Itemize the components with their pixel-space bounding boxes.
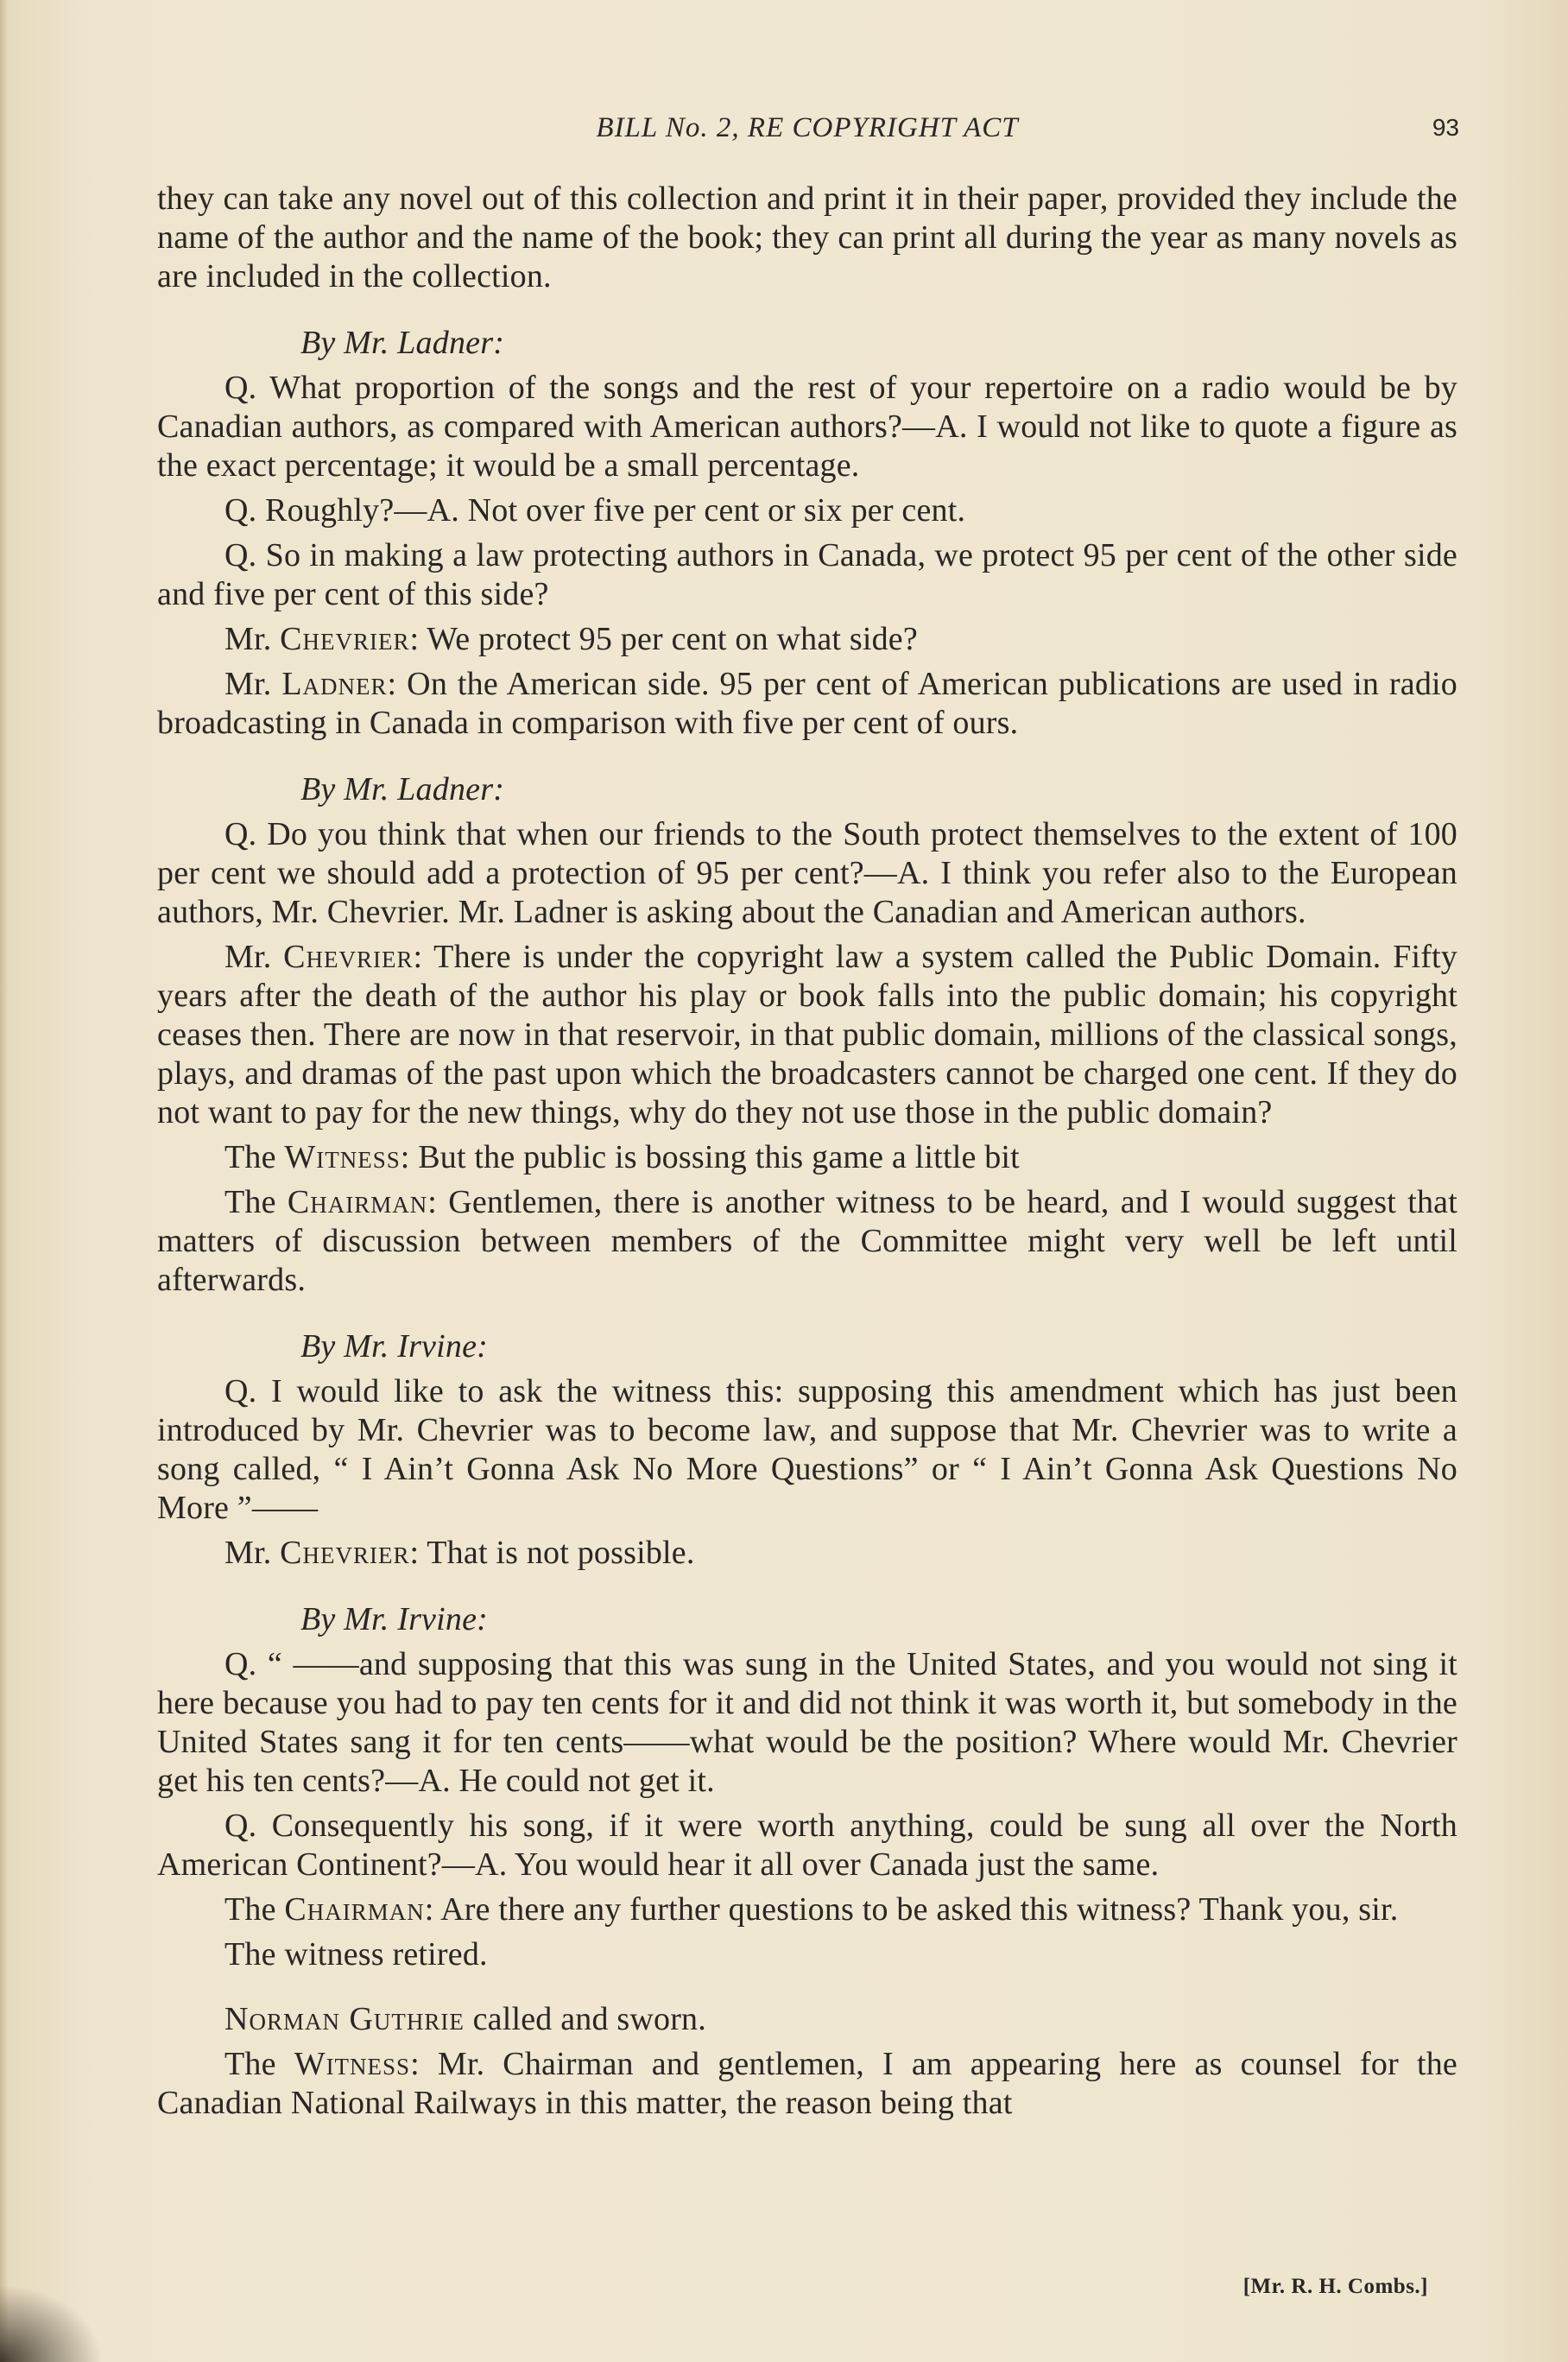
corner-shadow	[0, 2284, 104, 2362]
speaker-paragraph	[157, 938, 1457, 1132]
examiner-heading: By Mr. Ladner:	[300, 325, 505, 361]
paragraph-continuation: they can take any novel out of this collection and print it in their paper, provided they include the name of the author and the name of the book; they can print all during the year as many novels as are included in the collection.	[157, 180, 1457, 294]
speaker-paragraph	[157, 1890, 1457, 1929]
page-spine-shadow	[0, 0, 9, 2362]
speaker-name: Chevrier	[280, 1535, 410, 1571]
speaker-paragraph	[157, 2045, 1457, 2123]
examiner-heading: By Mr. Ladner:	[300, 771, 505, 807]
speaker-title: The	[224, 1139, 276, 1175]
speaker-name: Chevrier	[283, 939, 414, 975]
question-paragraph: Q. So in making a law protecting authors in Canada, we protect 95 per cent of the other side and five per cent of this side?	[157, 537, 1457, 612]
question-paragraph: Q. Consequently his song, if it were worth anything, could be sung all over the North American Continent?—A. You would hear it all over Canada just the same.	[157, 1808, 1457, 1883]
stage-direction: The witness retired.	[224, 1936, 488, 1973]
speaker-name: Chairman	[287, 1184, 428, 1220]
speech-text: : Gentlemen, there is another witness to be heard, and I would suggest that matters of discussion between members of the Committee might very well be left until afterwards.	[157, 1184, 1457, 1298]
speaker-title: The	[224, 2046, 276, 2082]
witness-name: Norman Guthrie	[224, 2001, 465, 2037]
speaker-name: Chevrier	[280, 621, 410, 657]
speaker-title: Mr.	[224, 666, 272, 702]
speaker-paragraph	[157, 665, 1457, 743]
question-paragraph: Q. What proportion of the songs and the rest of your repertoire on a radio would be by Canadian authors, as compared with American authors?—A. I would not like to quote a figure as the exact percentage; it would be a small percentage.	[157, 370, 1457, 484]
speaker-paragraph	[157, 1183, 1457, 1300]
page-header	[155, 111, 1459, 154]
speaker-paragraph	[157, 1534, 1457, 1573]
speech-text: : On the American side. 95 per cent of American publications are used in radio broadcasting in Canada in comparison with five per cent of ours.	[157, 666, 1457, 741]
running-title: BILL No. 2, RE COPYRIGHT ACT	[596, 112, 1019, 143]
question-paragraph: Q. Roughly?—A. Not over five per cent or six per cent.	[224, 492, 966, 529]
speaker-footnote: [Mr. R. H. Combs.]	[1242, 2275, 1428, 2298]
examiner-heading: By Mr. Irvine:	[300, 1601, 488, 1637]
sworn-text: called and sworn.	[464, 2001, 706, 2037]
speaker-name: Witness	[284, 1139, 401, 1175]
examiner-heading: By Mr. Irvine:	[300, 1328, 488, 1365]
speaker-title: Mr.	[224, 621, 272, 657]
speech-text: : That is not possible.	[409, 1535, 695, 1571]
speech-text: : There is under the copyright law a system called the Public Domain. Fifty years after the death of the author his play or book falls into the public domain; his copyright ceases then. There are now in that reservoir, in that public domain, millions of the classical songs, plays, and dramas of the past upon which the broadcasters cannot be charged one cent. If they do not want to pay for the new things, why do they not use those in the public domain?	[157, 939, 1458, 1130]
question-paragraph: Q. “ ——and supposing that this was sung in the United States, and you would not sing it here because you had to pay ten cents for it and did not think it was worth it, but somebody in the United States sang it for ten cents——what would be the position? Where would Mr. Chevrier get his ten cents?—A. He could not get it.	[157, 1646, 1457, 1799]
question-paragraph: Q. I would like to ask the witness this: supposing this amendment which has just been introduced by Mr. Chevrier was to become law, and suppose that Mr. Chevrier was to write a song called, “ I Ain’t Gonna Ask No More Questions” or “ I Ain’t Gonna Ask Questions No More ”——	[157, 1373, 1457, 1526]
speech-text: : Mr. Chairman and gentlemen, I am appearing here as counsel for the Canadian National Railways in this matter, the reason being that	[157, 2046, 1457, 2121]
speaker-paragraph	[157, 620, 1457, 659]
speaker-title: The	[224, 1184, 276, 1220]
speaker-paragraph	[157, 1138, 1457, 1177]
speech-text: : But the public is bossing this game a little bit	[400, 1139, 1020, 1175]
page-body	[157, 180, 1457, 2123]
witness-sworn	[157, 2000, 1457, 2039]
speaker-name: Ladner	[281, 666, 388, 702]
question-paragraph: Q. Do you think that when our friends to the South protect themselves to the extent of 100 per cent we should add a protection of 95 per cent?—A. I think you refer also to the European authors, Mr. Chevrier. Mr. Ladner is asking about the Canadian and American authors.	[157, 816, 1457, 930]
speaker-title: Mr.	[224, 1535, 272, 1571]
page-number: 93	[1432, 114, 1459, 141]
speech-text: : Are there any further questions to be asked this witness? Thank you, sir.	[424, 1891, 1399, 1928]
speaker-name: Chairman	[284, 1891, 425, 1928]
speaker-title: The	[224, 1891, 276, 1928]
speaker-title: Mr.	[224, 939, 272, 975]
speaker-name: Witness	[294, 2046, 411, 2082]
speech-text: : We protect 95 per cent on what side?	[409, 621, 918, 657]
